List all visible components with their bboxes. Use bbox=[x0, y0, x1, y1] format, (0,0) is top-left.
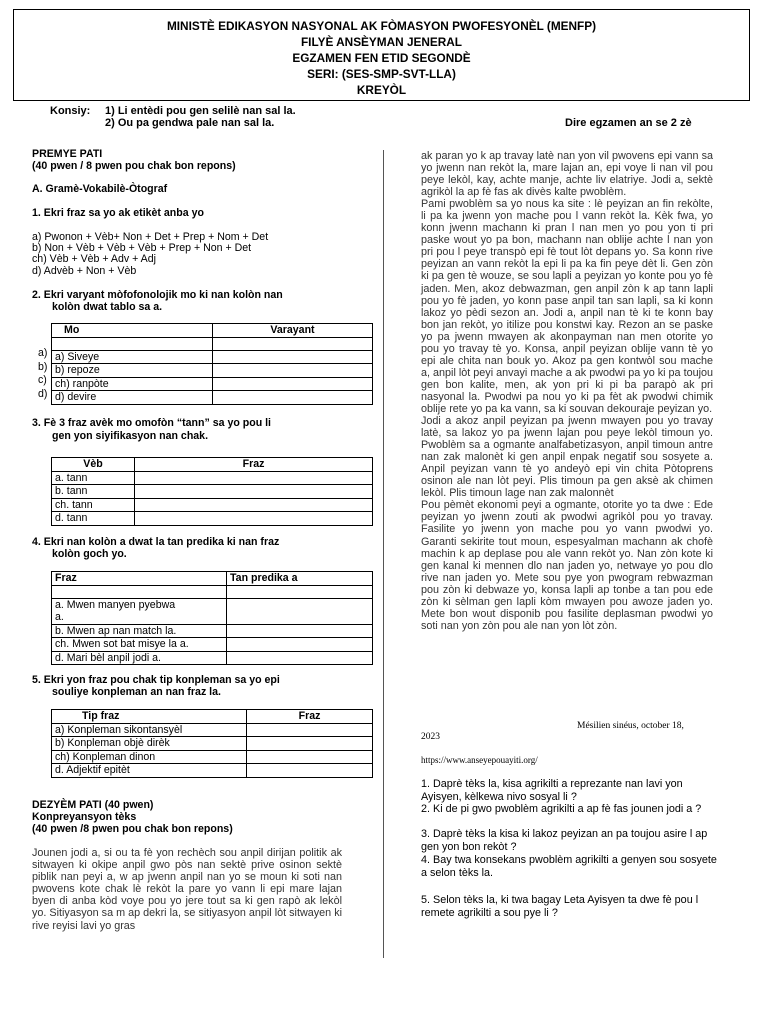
question-2-line1: 2. Ekri varyant mòfofonolojik mo ki nan kolòn nan bbox=[32, 289, 283, 301]
q2-header-varyant: Varayant bbox=[213, 324, 373, 338]
q4-answer-b[interactable] bbox=[227, 624, 373, 638]
q3-answer-ch[interactable] bbox=[135, 498, 373, 512]
q3-verb-ch: ch. tann bbox=[52, 498, 135, 512]
q1-item-d: d) Advèb + Non + Vèb bbox=[32, 265, 137, 277]
source-url: https://www.anseyepouayiti.org/ bbox=[421, 755, 538, 765]
q4-spacer bbox=[52, 585, 227, 598]
section-a-title: A. Gramè-Vokabilè-Òtograf bbox=[32, 183, 168, 195]
subject-title: KREYÒL bbox=[356, 83, 407, 97]
question-1: 1. Ekri fraz sa yo ak etikèt anba yo bbox=[32, 207, 204, 219]
comprehension-question-1: 1. Daprè tèks la, kisa agrikilti a reprezante nan lavi yon Ayisyen, kèlkewa nivo sosyal li ? bbox=[421, 778, 683, 803]
department-title: FILYÈ ANSÈYMAN JENERAL bbox=[300, 35, 463, 49]
q4-header-tan: Tan predika a bbox=[227, 572, 373, 586]
q2-word-a: a) Siveye bbox=[52, 350, 213, 364]
comprehension-question-3: 3. Daprè tèks la kisa ki lakoz peyizan an pa toujou asire l ap gen yon bon rekòt ? bbox=[421, 828, 708, 853]
q4-sentence-a-line2: a. bbox=[55, 611, 64, 623]
question-3-line2: gen yon siyifikasyon nan chak. bbox=[52, 430, 209, 442]
part2-points: (40 pwen /8 pwen pou chak bon repons) bbox=[32, 823, 233, 835]
q4-header-fraz: Fraz bbox=[52, 572, 227, 586]
part2-subtitle: Konpreyansyon tèks bbox=[32, 811, 137, 823]
q3-header-veb: Vèb bbox=[52, 458, 135, 472]
q5-answer-ch[interactable] bbox=[247, 750, 373, 764]
passage-paragraph-2: Pami pwoblèm sa yo nous ka site : lè peyizan an fin rekòlte, li pa ka jwenn yon mache pou l vann rekòt la. Kèk fwa, yo konn jwenn machann ki pran l nan men yo pou yon ti pri paske wout yo pa bon, machann nan oblije achte l nan yon pri pou l peye transpò epi fè tout lòt depans yo. Sa konn rive peyizan an vann rekòt la epi li pa ka fin peye dèt li. Gen zòn ki pa gen tè wouze, se sou lapli a peyizan yo konte pou yo fè jaden. Men, akoz debwazman, gen anpil zòn k ap tann lapli pou yo fè jaden, yo konn pase anpil tan san lapli, sa ki konn lakoz yo pèdi sezon an. Jodi a, anpil nan tè ki te konn bay bon jan rekòt, yo itilize pou konstwi kay. Rezon an se paske yo pa jwenn mwayen ak akonpayman nan men otorite yo pou yo travay tè yo. Konsa, anpil peyizan oblije vann tè yo epi ale chita nan bouk yo. Akoz pa gen kontwòl sou mache a, anpil lòt peyi anvayi mache a ak pwodwi pa yo ki pa toujou gen bon kalite, men, ak yon pri ki pi ba parapò ak pri nasyonal la. Pwodwi pa nou yo ki pa fèt ak pwodwi chimik oblije rete yo pa ka vann, sa ki souvan dekouraje peyizan yo. bbox=[421, 198, 713, 415]
question-5-line2: souliye konpleman an nan fraz la. bbox=[52, 686, 221, 698]
q5-type-d: d. Adjektif epitèt bbox=[52, 764, 247, 778]
passage-paragraph-1: ak paran yo k ap travay latè nan yon vil pwovens epi vann sa yo jwenn nan rekòt la, mare lajan an, epi voye li nan vil pou peye lekòl, kay, achte manje, achte liv elatriye. Jodi a, sektè agrikòl la ap fè fas ak divès kalte pwoblèm. bbox=[421, 150, 713, 199]
part1-title: PREMYE PATI bbox=[32, 148, 103, 160]
passage-start: Jounen jodi a, si ou ta fè yon rechèch sou anpil dirijan politik ak sitwayen ki okipe anpil gwo pòs nan sektè prive osinon sektè piblik nan peyi a, w ap jwenn anpil nan yo se moun ki soti nan pwovens kote chak lè rekòt la pare yo vann li epi mare lajan byen di anba kòd voye pou yo jere tout sa ki gen rapò ak lekòl yo. Sitiyasyon sa m ap dekri la, se sitiyasyon anpil lòt sitwayen ki rive reyisi lavi yo gras bbox=[32, 847, 342, 932]
q2-outer-labels bbox=[38, 347, 47, 401]
question-5-line1: 5. Ekri yon fraz pou chak tip konpleman sa yo epi bbox=[32, 674, 280, 686]
q2-word-c: ch) ranpòte bbox=[52, 377, 213, 391]
q2-table bbox=[51, 323, 373, 405]
question-4-line2: kolòn goch yo. bbox=[52, 548, 127, 560]
q4-sentence-ch: ch. Mwen sot bat misye la a. bbox=[52, 638, 227, 652]
q4-sentence-d: d. Mari bèl anpil jodi a. bbox=[52, 651, 227, 665]
q4-sentence-a-line1: a. Mwen manyen pyebwa bbox=[55, 598, 176, 611]
q3-verb-b: b. tann bbox=[52, 485, 135, 499]
q5-answer-b[interactable] bbox=[247, 737, 373, 751]
q3-answer-b[interactable] bbox=[135, 485, 373, 499]
question-4-line1: 4. Ekri nan kolòn a dwat la tan predika ki nan fraz bbox=[32, 536, 280, 548]
comprehension-question-5: 5. Selon tèks la, ki twa bagay Leta Ayisyen ta dwe fè pou l remete agrikilti a sou pye li ? bbox=[421, 894, 699, 919]
q2-outer-a: a) bbox=[38, 347, 48, 359]
q4-sentence-b: b. Mwen ap nan match la. bbox=[52, 624, 227, 638]
q5-answer-d[interactable] bbox=[247, 764, 373, 778]
q3-answer-a[interactable] bbox=[135, 471, 373, 485]
q3-verb-d: d. tann bbox=[52, 512, 135, 526]
q2-outer-b: b) bbox=[38, 360, 48, 373]
q2-spacer-answer[interactable] bbox=[213, 337, 373, 350]
q1-item-ch: ch) Vèb + Vèb + Adv + Adj bbox=[32, 253, 156, 265]
q5-header-tip: Tip fraz bbox=[52, 710, 247, 724]
ministry-title: MINISTÈ EDIKASYON NASYONAL AK FÒMASYON PWOFESYONÈL (MENFP) bbox=[166, 19, 597, 33]
question-3-line1: 3. Fè 3 fraz avèk mo omofòn “tann” sa yo pou li bbox=[32, 417, 271, 429]
q5-answer-a[interactable] bbox=[247, 723, 373, 737]
q2-answer-b[interactable] bbox=[213, 364, 373, 378]
q2-word-d: d) devire bbox=[52, 391, 213, 405]
q4-table bbox=[51, 571, 373, 665]
instructions-label: Konsiy: bbox=[50, 105, 91, 117]
q2-outer-d: d) bbox=[38, 387, 48, 400]
q3-table bbox=[51, 457, 373, 526]
exam-header bbox=[13, 9, 750, 101]
q2-spacer bbox=[52, 337, 213, 350]
q2-answer-a[interactable] bbox=[213, 350, 373, 364]
passage-continued bbox=[421, 150, 713, 632]
series-title: SERI: (SES-SMP-SVT-LLA) bbox=[307, 67, 456, 81]
exam-title: EGZAMEN FEN ETID SEGONDÈ bbox=[292, 51, 471, 65]
q5-type-b: b) Konpleman objè dirèk bbox=[52, 737, 247, 751]
q4-answer-a[interactable] bbox=[227, 598, 373, 624]
instruction-1: 1) Li entèdi pou gen selilè nan sal la. bbox=[105, 105, 296, 117]
q1-item-b: b) Non + Vèb + Vèb + Vèb + Prep + Non + Det bbox=[32, 242, 252, 254]
passage-paragraph-4: Pou pèmèt ekonomi peyi a ogmante, otorite yo ta dwe : Ede peyizan yo jwenn zouti ak pwodwi agrikòl pou yo travay. Fasilite yo jwenn yon mache pou yo vann pwodwi yo. Garanti sekirite tout moun, espesyalman machann ak chofè machin k ap deplase pou ale vann rekòt yo. Nan zòn kote ki gen kanal ki mennen dlo nan jaden yo, netwaye yo pou dlo rive nan jaden yo. Mete sou pye yon pwogram rebwazman pou zòn ki debwaze yo, konsa lapli ap tonbe a tan pou ede zòn ki sèlman gen lapli kòm mwayen pou awoze jaden yo. Mete bon wout disponib pou fasilite deplasman pwodwi yo soti nan yon zòn pou ale nan yon lòt zòn. bbox=[421, 499, 713, 632]
author-year: 2023 bbox=[421, 732, 440, 742]
q2-outer-c: c) bbox=[38, 374, 47, 387]
instruction-2: 2) Ou pa gendwa pale nan sal la. bbox=[105, 117, 275, 129]
q5-header-fraz: Fraz bbox=[247, 710, 373, 724]
q2-header-mo: Mo bbox=[52, 324, 213, 338]
q5-type-ch: ch) Konpleman dinon bbox=[52, 750, 247, 764]
author-credit: Mésilien sinéus, october 18, bbox=[577, 721, 684, 731]
part1-points: (40 pwen / 8 pwen pou chak bon repons) bbox=[32, 160, 236, 172]
q2-answer-d[interactable] bbox=[213, 391, 373, 405]
q4-sentence-a bbox=[52, 598, 227, 624]
q5-type-a: a) Konpleman sikontansyèl bbox=[52, 723, 247, 737]
q2-answer-c[interactable] bbox=[213, 377, 373, 391]
q2-word-b: b) repoze bbox=[52, 364, 213, 378]
column-divider bbox=[383, 150, 384, 958]
q4-answer-d[interactable] bbox=[227, 651, 373, 665]
q5-table bbox=[51, 709, 373, 778]
q4-spacer-answer[interactable] bbox=[227, 585, 373, 598]
q3-header-fraz: Fraz bbox=[135, 458, 373, 472]
part2-title: DEZYÈM PATI (40 pwen) bbox=[32, 799, 154, 811]
comprehension-question-2: 2. Ki de pi gwo pwoblèm agrikilti a ap fè fas jounen jodi a ? bbox=[421, 803, 702, 815]
q1-item-a: a) Pwonon + Vèb+ Non + Det + Prep + Nom + Det bbox=[32, 231, 269, 243]
exam-duration: Dire egzamen an se 2 zè bbox=[565, 117, 692, 129]
question-2-line2: kolòn dwat tablo sa a. bbox=[52, 301, 163, 313]
q3-answer-d[interactable] bbox=[135, 512, 373, 526]
q4-answer-ch[interactable] bbox=[227, 638, 373, 652]
comprehension-question-4: 4. Bay twa konsekans pwoblèm agrikilti a genyen sou sosyete a selon tèks la. bbox=[421, 854, 717, 879]
q3-verb-a: a. tann bbox=[52, 471, 135, 485]
passage-paragraph-3: Jodi a akoz anpil peyizan pa jwenn mwayen pou yo travay latè, sa lakoz yo pa jwenn lajan pou peye lekòl timoun yo. Pwoblèm sa a ogmante analfabetizasyon, anpil timoun antre nan zak malonèt ki gen anpil enpak negatif sou sosyete a. Anpil peyizan vann tè yo andeyò epi vin chita Pòtoprens osinon ale nan lòt peyi. Plis timoun pa gen aksè ak chimen lekòl. Plis timoun lage nan zak malonnèt bbox=[421, 415, 713, 500]
